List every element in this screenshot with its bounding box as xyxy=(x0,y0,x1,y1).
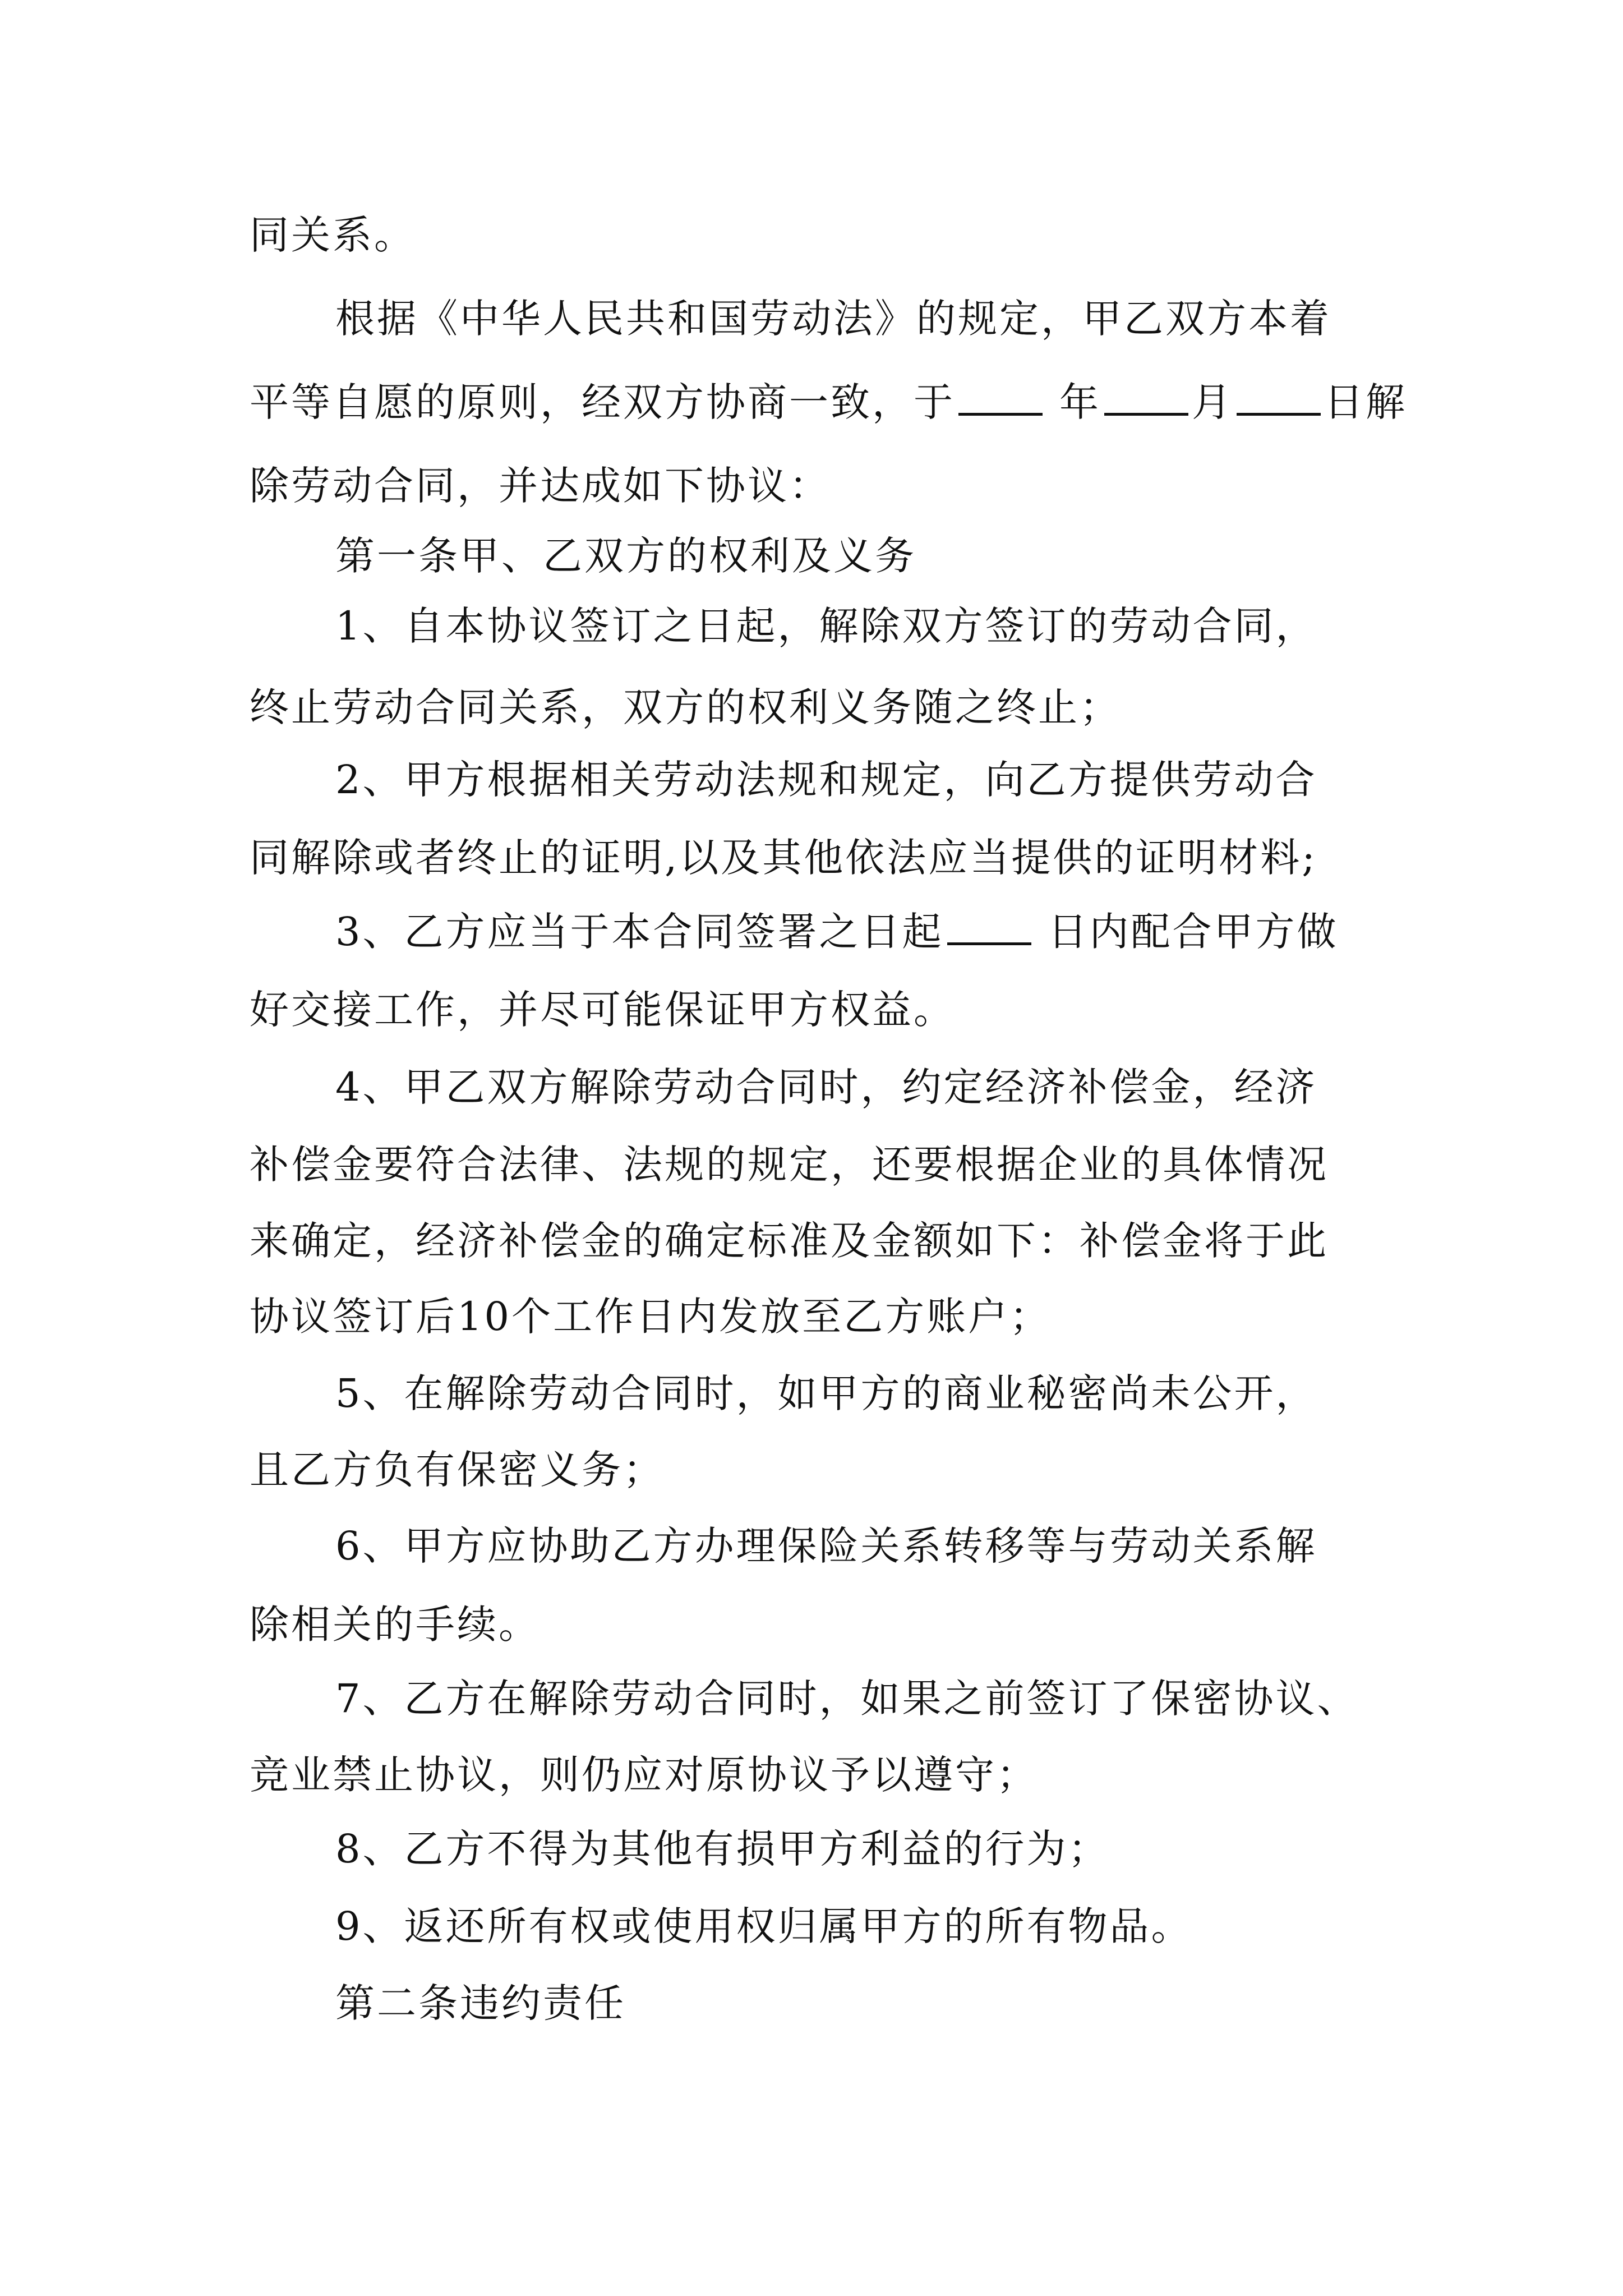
text-line-11 xyxy=(250,982,1623,1038)
text-line-17 xyxy=(250,1442,1623,1498)
line-text: 1、自本协议签订之日起，解除双方签订的劳动合同， xyxy=(335,603,1317,649)
line-text: 2、甲方根据相关劳动法规和规定，向乙方提供劳动合 xyxy=(335,757,1317,803)
text-line-6 xyxy=(335,598,1623,654)
text-line-12 xyxy=(335,1059,1623,1115)
text-line-18 xyxy=(335,1518,1623,1574)
line-text: 7、乙方在解除劳动合同时，如果之前签订了保密协议、 xyxy=(335,1676,1359,1722)
line-text: 第二条违约责任 xyxy=(335,1980,626,2026)
line-text: 5、在解除劳动合同时，如甲方的商业秘密尚未公开， xyxy=(335,1370,1317,1416)
text-line-15 xyxy=(250,1289,1623,1345)
line-text: 同解除或者终止的证明,以及其他依法应当提供的证明材料; xyxy=(250,835,1317,881)
text-line-21 xyxy=(250,1747,1623,1803)
text-line-14 xyxy=(250,1213,1623,1269)
line-text-cont: 日内配合甲方做 xyxy=(1048,909,1339,955)
text-line-8 xyxy=(335,752,1623,808)
section-heading-1 xyxy=(335,528,1623,584)
line-text: 平等自愿的原则，经双方协商一致，于 xyxy=(250,379,955,425)
line-text: 竞业禁止协议，则仍应对原协议予以遵守； xyxy=(250,1752,1038,1798)
line-text: 根据《中华人民共和国劳动法》的规定，甲乙双方本着 xyxy=(335,296,1331,342)
day-label: 日解 xyxy=(1324,379,1407,425)
text-line-19 xyxy=(250,1596,1623,1653)
section-heading-2 xyxy=(335,1975,1623,2031)
line-text: 补偿金要符合法律、法规的规定，还要根据企业的具体情况 xyxy=(250,1142,1329,1188)
line-text: 同关系。 xyxy=(250,212,416,258)
text-line-3 xyxy=(250,374,1623,430)
fill-blank-days xyxy=(947,908,1031,945)
fill-blank-month xyxy=(1104,378,1188,416)
line-text: 4、甲乙双方解除劳动合同时，约定经济补偿金，经济 xyxy=(335,1064,1317,1110)
line-text: 第一条甲、乙双方的权利及义务 xyxy=(335,533,916,579)
line-text: 协议签订后10个工作日内发放至乙方账户； xyxy=(250,1294,1052,1340)
fill-blank-day xyxy=(1237,378,1321,416)
text-line-20 xyxy=(335,1671,1623,1727)
line-text: 终止劳动合同关系，双方的权利义务随之终止； xyxy=(250,684,1121,730)
line-text: 9、返还所有权或使用权归属甲方的所有物品。 xyxy=(335,1903,1193,1949)
line-text: 3、乙方应当于本合同签署之日起 xyxy=(335,909,944,955)
text-line-10 xyxy=(335,904,1623,960)
line-text: 8、乙方不得为其他有损甲方利益的行为； xyxy=(335,1826,1110,1872)
text-line-13 xyxy=(250,1137,1623,1193)
line-text: 且乙方负有保密义务； xyxy=(250,1447,665,1493)
text-line-1 xyxy=(250,207,1623,263)
line-text: 6、甲方应协助乙方办理保险关系转移等与劳动关系解 xyxy=(335,1523,1317,1569)
text-line-9 xyxy=(250,830,1623,886)
line-text: 除劳动合同，并达成如下协议： xyxy=(250,463,831,509)
month-label: 月 xyxy=(1192,379,1233,425)
fill-blank-year xyxy=(958,378,1043,416)
line-text: 来确定，经济补偿金的确定标准及金额如下：补偿金将于此 xyxy=(250,1218,1329,1264)
text-line-22 xyxy=(335,1821,1623,1877)
line-text: 好交接工作，并尽可能保证甲方权益。 xyxy=(250,987,955,1033)
text-line-4 xyxy=(250,458,1623,514)
text-line-16 xyxy=(335,1365,1623,1421)
line-text: 除相关的手续。 xyxy=(250,1602,540,1648)
text-line-2 xyxy=(335,291,1623,347)
year-label: 年 xyxy=(1059,379,1101,425)
text-line-7 xyxy=(250,679,1623,735)
text-line-23 xyxy=(335,1898,1623,1954)
